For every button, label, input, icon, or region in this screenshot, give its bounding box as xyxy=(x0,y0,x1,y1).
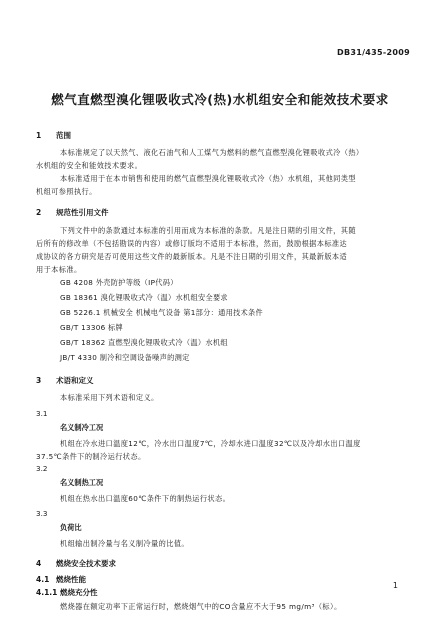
reference-item: JB/T 4330 制冷和空调设备噪声的测定 xyxy=(60,353,190,362)
section-title: 术语和定义 xyxy=(56,376,94,385)
section-3-heading xyxy=(36,375,94,386)
subsection-number: 4.1 xyxy=(36,575,50,584)
section-number: 3 xyxy=(36,376,42,385)
document-code: DB31/435-2009 xyxy=(337,48,410,57)
paragraph-line: 本标准规定了以天然气、液化石油气和人工煤气为燃料的燃气直燃型溴化锂吸收式冷（热） xyxy=(60,148,364,157)
section-title: 燃烧安全技术要求 xyxy=(56,559,116,568)
reference-item: GB/T 18362 直燃型溴化锂吸收式冷（温）水机组 xyxy=(60,338,228,347)
term-title: 负荷比 xyxy=(60,523,82,532)
subsection-4-1-heading xyxy=(36,574,86,585)
paragraph-line: 水机组的安全和能效技术要求。 xyxy=(36,161,143,170)
subsection-title: 燃烧性能 xyxy=(56,575,86,584)
section-number: 4 xyxy=(36,559,42,568)
paragraph-line: 机组输出制冷量与名义制冷量的比值。 xyxy=(60,539,189,548)
paragraph-line: 成协议的各方研究是否可使用这些文件的最新版本。凡是不注日期的引用文件，其最新版本适 xyxy=(36,252,348,261)
subsection-title: 燃烧充分性 xyxy=(60,588,98,597)
paragraph-line: 本标准采用下列术语和定义。 xyxy=(60,393,159,402)
reference-item: GB 18361 溴化锂吸收式冷（温）水机组安全要求 xyxy=(60,293,228,302)
section-title: 范围 xyxy=(56,131,71,140)
section-number: 2 xyxy=(36,208,42,217)
section-1-heading xyxy=(36,130,71,141)
paragraph-line: 燃烧器在额定功率下正常运行时，燃烧烟气中的CO含量应不大于95 mg/m³（标）。 xyxy=(60,602,342,611)
reference-item: GB 5226.1 机械安全 机械电气设备 第1部分：通用技术条件 xyxy=(60,308,264,317)
reference-item: GB 4208 外壳防护等级（IP代码） xyxy=(60,278,178,287)
paragraph-line: 机组在热水出口温度60℃条件下的制热运行状态。 xyxy=(60,494,231,503)
term-title: 名义制冷工况 xyxy=(60,423,104,432)
paragraph-line: 后所有的修改单（不包括勘误的内容）或修订版均不适用于本标准，然而，鼓励根据本标准达 xyxy=(36,239,348,248)
term-title: 名义制热工况 xyxy=(60,478,104,487)
section-4-heading xyxy=(36,558,116,569)
section-title: 规范性引用文件 xyxy=(56,208,109,217)
paragraph-line: 下列文件中的条款通过本标准的引用而成为本标准的条款。凡是注日期的引用文件，其随 xyxy=(60,226,356,235)
paragraph-line: 机组可参照执行。 xyxy=(36,187,97,196)
reference-item: GB/T 13306 标牌 xyxy=(60,323,124,332)
document-title: 燃气直燃型溴化锂吸收式冷(热)水机组安全和能效技术要求 xyxy=(51,92,389,107)
section-number: 1 xyxy=(36,131,42,140)
paragraph-line: 用于本标准。 xyxy=(36,265,82,274)
subsection-number: 3.2 xyxy=(36,464,48,473)
paragraph-line: 37.5℃条件下的制冷运行状态。 xyxy=(36,452,146,461)
paragraph-line: 机组在冷水进口温度12℃，冷水出口温度7℃，冷却水进口温度32℃以及冷却水出口温度 xyxy=(60,439,361,448)
page-number: 1 xyxy=(392,581,398,590)
subsection-number: 3.3 xyxy=(36,509,48,518)
paragraph-line: 本标准适用于在本市销售和使用的燃气直燃型溴化锂吸收式冷（热）水机组，其他同类型 xyxy=(60,174,356,183)
subsection-number: 3.1 xyxy=(36,409,48,418)
section-2-heading xyxy=(36,207,109,218)
subsection-number: 4.1.1 xyxy=(36,588,58,597)
subsection-4-1-1-heading xyxy=(36,587,98,598)
